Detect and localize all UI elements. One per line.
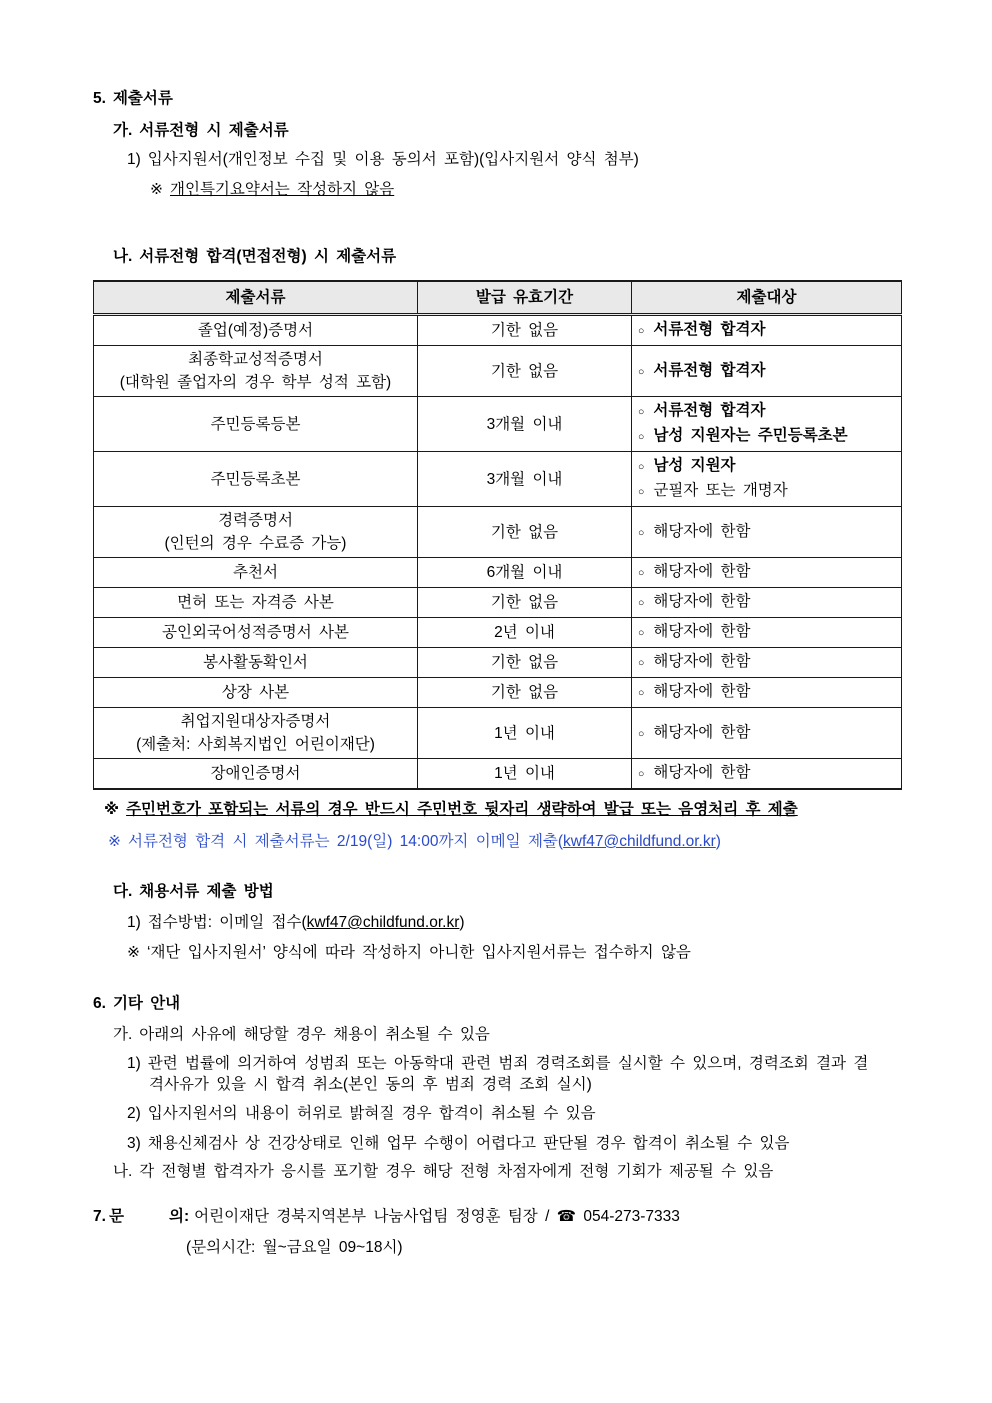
table-row	[94, 588, 902, 618]
section5-da-heading: 다. 채용서류 제출 방법	[113, 883, 274, 900]
cell-document: 주민등록초본	[94, 452, 418, 507]
section7-hours: (문의시간: 월~금요일 09~18시)	[186, 1239, 403, 1256]
cell-document: 면허 또는 자격증 사본	[94, 588, 418, 618]
table-row	[94, 759, 902, 790]
table-row	[94, 315, 902, 346]
col-header-target: 제출대상	[632, 281, 902, 315]
cell-validity: 2년 이내	[418, 618, 632, 648]
cell-target: ○ 서류전형 합격자 ○ 남성 지원자는 주민등록초본	[632, 397, 902, 452]
table-row	[94, 507, 902, 558]
cell-validity: 기한 없음	[418, 648, 632, 678]
cell-target: ○ 해당자에 한함	[632, 558, 902, 588]
table-row	[94, 558, 902, 588]
cell-validity: 1년 이내	[418, 708, 632, 759]
cell-document: 경력증명서 (인턴의 경우 수료증 가능)	[94, 507, 418, 558]
table-row	[94, 648, 902, 678]
table-row	[94, 452, 902, 507]
cell-validity: 1년 이내	[418, 759, 632, 790]
section5-number: 5.	[93, 90, 106, 107]
submission-table	[93, 280, 902, 790]
section5-ga-heading: 가. 서류전형 시 제출서류	[113, 122, 289, 139]
email-link[interactable]: kwf47@childfund.or.kr	[306, 914, 460, 931]
col-header-document: 제출서류	[94, 281, 418, 315]
circle-bullet-icon: ○	[638, 687, 645, 699]
cell-validity: 3개월 이내	[418, 397, 632, 452]
cell-document: 최종학교성적증명서 (대학원 졸업자의 경우 학부 성적 포함)	[94, 346, 418, 397]
reference-mark: ※	[104, 801, 120, 818]
circle-bullet-icon: ○	[638, 431, 645, 443]
col-header-validity: 발급 유효기간	[418, 281, 632, 315]
table-header-row	[94, 281, 902, 315]
circle-bullet-icon: ○	[638, 406, 645, 418]
section6-na: 나. 각 전형별 합격자가 응시를 포기할 경우 해당 전형 차점자에게 전형 기회가 제공될 수 있음	[113, 1163, 774, 1180]
table-row	[94, 618, 902, 648]
cell-target: ○ 서류전형 합격자	[632, 315, 902, 346]
cell-document: 상장 사본	[94, 678, 418, 708]
reference-mark: ※	[108, 833, 121, 850]
section6-item3: 3) 채용신체검사 상 건강상태로 인해 업무 수행이 어렵다고 판단될 경우 합격이 취소될 수 있음	[127, 1135, 790, 1152]
circle-bullet-icon: ○	[638, 325, 645, 337]
phone-icon: ☎	[556, 1208, 577, 1225]
contact-phone: 054-273-7333	[583, 1208, 680, 1225]
reference-mark: ※	[150, 181, 163, 198]
cell-target: ○ 해당자에 한함	[632, 648, 902, 678]
cell-target: ○ 남성 지원자 ○ 군필자 또는 개명자	[632, 452, 902, 507]
section6-ga: 가. 아래의 사유에 해당할 경우 채용이 취소될 수 있음	[113, 1026, 490, 1043]
cell-validity: 기한 없음	[418, 346, 632, 397]
cell-validity: 3개월 이내	[418, 452, 632, 507]
section7-contact: 7. 문 의: 어린이재단 경북지역본부 나눔사업팀 정영훈 팀장 / ☎ 054-273-7333	[93, 1208, 680, 1225]
email-link[interactable]: kwf47@childfund.or.kr	[563, 833, 716, 850]
cell-validity: 기한 없음	[418, 588, 632, 618]
section5-heading	[93, 88, 906, 109]
table-row	[94, 708, 902, 759]
cell-target: ○ 해당자에 한함	[632, 678, 902, 708]
cell-document: 봉사활동확인서	[94, 648, 418, 678]
cell-validity: 기한 없음	[418, 507, 632, 558]
cell-document: 장애인증명서	[94, 759, 418, 790]
circle-bullet-icon: ○	[638, 461, 645, 473]
cell-document: 주민등록등본	[94, 397, 418, 452]
circle-bullet-icon: ○	[638, 526, 645, 539]
cell-target: ○ 해당자에 한함	[632, 507, 902, 558]
cell-target: ○ 해당자에 한함	[632, 759, 902, 790]
cell-document: 취업지원대상자증명서 (제출처: 사회복지법인 어린이재단)	[94, 708, 418, 759]
submission-table-body	[94, 315, 902, 790]
cell-document: 추천서	[94, 558, 418, 588]
cell-target: ○ 해당자에 한함	[632, 708, 902, 759]
cell-target: ○ 해당자에 한함	[632, 618, 902, 648]
cell-validity: 기한 없음	[418, 678, 632, 708]
note-privacy: ※ 주민번호가 포함되는 서류의 경우 반드시 주민번호 뒷자리 생략하여 발급 또는 음영처리 후 제출	[104, 801, 798, 818]
table-row	[94, 397, 902, 452]
section5-ga-item1: 1) 입사지원서(개인정보 수집 및 이용 동의서 포함)(입사지원서 양식 첨부)	[127, 151, 639, 168]
circle-bullet-icon: ○	[638, 567, 645, 579]
section6-item2: 2) 입사지원서의 내용이 허위로 밝혀질 경우 합격이 취소될 수 있음	[127, 1105, 596, 1122]
contact-text: 어린이재단 경북지역본부 나눔사업팀 정영훈 팀장 /	[194, 1208, 550, 1225]
circle-bullet-icon: ○	[638, 768, 645, 780]
cell-target: ○ 해당자에 한함	[632, 588, 902, 618]
section5-na-heading: 나. 서류전형 합격(면접전형) 시 제출서류	[113, 248, 397, 265]
circle-bullet-icon: ○	[638, 727, 645, 740]
section5-title: 제출서류	[112, 90, 173, 107]
note-deadline: ※ 서류전형 합격 시 제출서류는 2/19(일) 14:00까지 이메일 제출(kwf47@childfund.or.kr)	[108, 833, 721, 850]
section6-heading: 6. 기타 안내	[93, 995, 181, 1012]
cell-validity: 6개월 이내	[418, 558, 632, 588]
cell-validity: 기한 없음	[418, 315, 632, 346]
section5-da-item1: 1) 접수방법: 이메일 접수(kwf47@childfund.or.kr)	[127, 914, 465, 931]
circle-bullet-icon: ○	[638, 597, 645, 609]
section6-item1: 1) 관련 법률에 의거하여 성범죄 또는 아동학대 관련 범죄 경력조회를 실시할 수 있으며, 경력조회 결과 결격사유가 있을 시 합격 취소(본인 동의 후 범죄 경력 조회 실시)	[127, 1055, 869, 1093]
circle-bullet-icon: ○	[638, 486, 645, 498]
circle-bullet-icon: ○	[638, 365, 645, 378]
circle-bullet-icon: ○	[638, 657, 645, 669]
table-row	[94, 678, 902, 708]
cell-target: ○ 서류전형 합격자	[632, 346, 902, 397]
reference-mark: ※	[127, 944, 140, 961]
cell-document: 졸업(예정)증명서	[94, 315, 418, 346]
section5-ga-note: ※ 개인특기요약서는 작성하지 않음	[150, 181, 395, 198]
section5-da-note: ※ ‘재단 입사지원서’ 양식에 따라 작성하지 아니한 입사지원서류는 접수하지 않음	[127, 944, 691, 961]
cell-document: 공인외국어성적증명서 사본	[94, 618, 418, 648]
table-row	[94, 346, 902, 397]
circle-bullet-icon: ○	[638, 627, 645, 639]
